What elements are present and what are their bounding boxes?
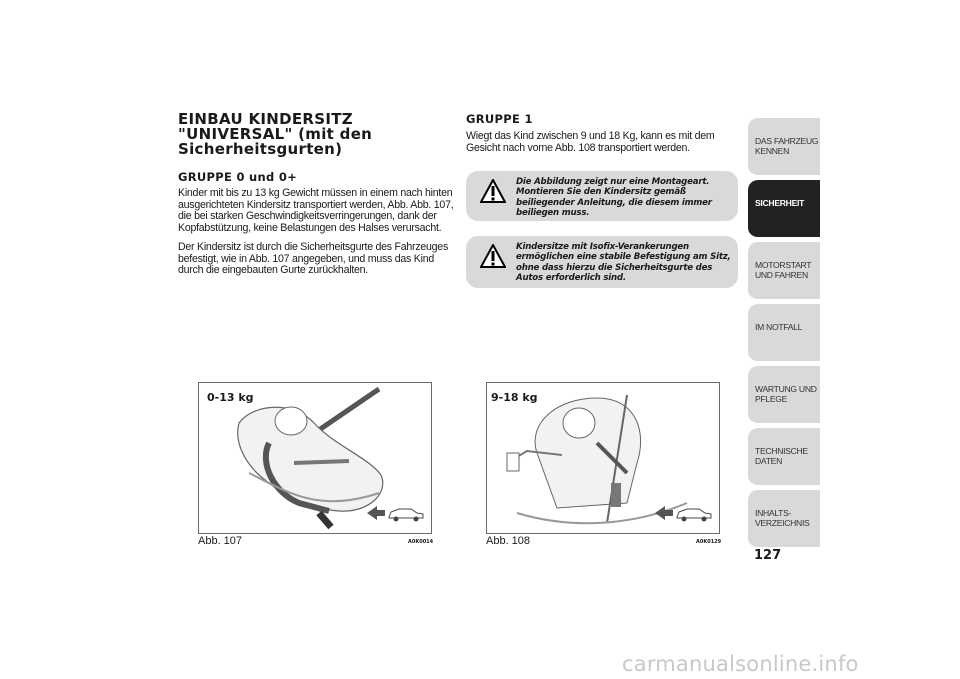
figure-code-108: A0K0129 <box>696 539 722 545</box>
tab-sicherheit[interactable]: SICHERHEIT <box>748 180 820 238</box>
section-title: EINBAU KINDERSITZ "UNIVERSAL" (mit den Sicherheitsgurten) <box>178 110 373 158</box>
tab-wartung-und-pflege[interactable]: WARTUNG UND PFLEGE <box>748 366 820 424</box>
page-number: 127 <box>754 548 782 563</box>
subheading-gruppe-0: GRUPPE 0 und 0+ <box>178 170 298 184</box>
subheading-gruppe-1: GRUPPE 1 <box>466 112 533 126</box>
figure-weight-label: 0-13 kg <box>207 391 254 404</box>
tab-das-fahrzeug-kennen[interactable]: DAS FAHRZEUG KENNEN <box>748 118 820 176</box>
figure-abb-107 <box>198 382 432 534</box>
tab-inhaltsverzeichnis[interactable]: INHALTS-VERZEICHNIS <box>748 490 820 548</box>
warning-triangle-icon <box>480 179 506 203</box>
car-direction-icon <box>653 501 713 525</box>
figure-code-107: A0K0014 <box>408 539 434 545</box>
warning-box-2 <box>466 236 738 288</box>
tab-technische-daten[interactable]: TECHNISCHE DATEN <box>748 428 820 486</box>
paragraph-gruppe-0-1: Kinder mit bis zu 13 kg Gewicht müssen in einem nach hinten ausgerichteten Kindersitz transportiert werden, Abb. Abb. 107, die bei starken Geschwindigkeitsverringerungen, dank der Kopfabstützung, keine Belastungen des Halses verursacht. <box>178 187 454 234</box>
tab-motorstart-und-fahren[interactable]: MOTORSTART UND FAHREN <box>748 242 820 300</box>
tab-im-notfall[interactable]: IM NOTFALL <box>748 304 820 362</box>
figure-caption-108: Abb. 108 <box>486 535 531 547</box>
figure-abb-108 <box>486 382 720 534</box>
warning-text-2: Kindersitze mit Isofix-Verankerungen ermöglichen eine stabile Befestigung am Sitz, ohne dass hierzu die Sicherheitsgurte des Autos erforderlich sind. <box>516 242 731 284</box>
warning-triangle-icon <box>480 244 506 268</box>
warning-text-1: Die Abbildung zeigt nur eine Montageart. Montieren Sie den Kindersitz gemäß beiliegender Anleitung, die diesem immer beiliegen muss. <box>516 177 712 219</box>
paragraph-gruppe-1: Wiegt das Kind zwischen 9 und 18 Kg, kann es mit dem Gesicht nach vorne Abb. 108 transportiert werden. <box>466 130 715 154</box>
figure-caption-107: Abb. 107 <box>198 535 243 547</box>
watermark: carmanualsonline.info <box>622 652 859 676</box>
car-direction-icon <box>365 501 425 525</box>
figure-weight-label: 9-18 kg <box>491 391 538 404</box>
warning-box-1 <box>466 171 738 221</box>
paragraph-gruppe-0-2: Der Kindersitz ist durch die Sicherheitsgurte des Fahrzeuges befestigt, wie in Abb. 107 angegeben, und muss das Kind durch die eingebauten Gurte zurückhalten. <box>178 241 448 277</box>
